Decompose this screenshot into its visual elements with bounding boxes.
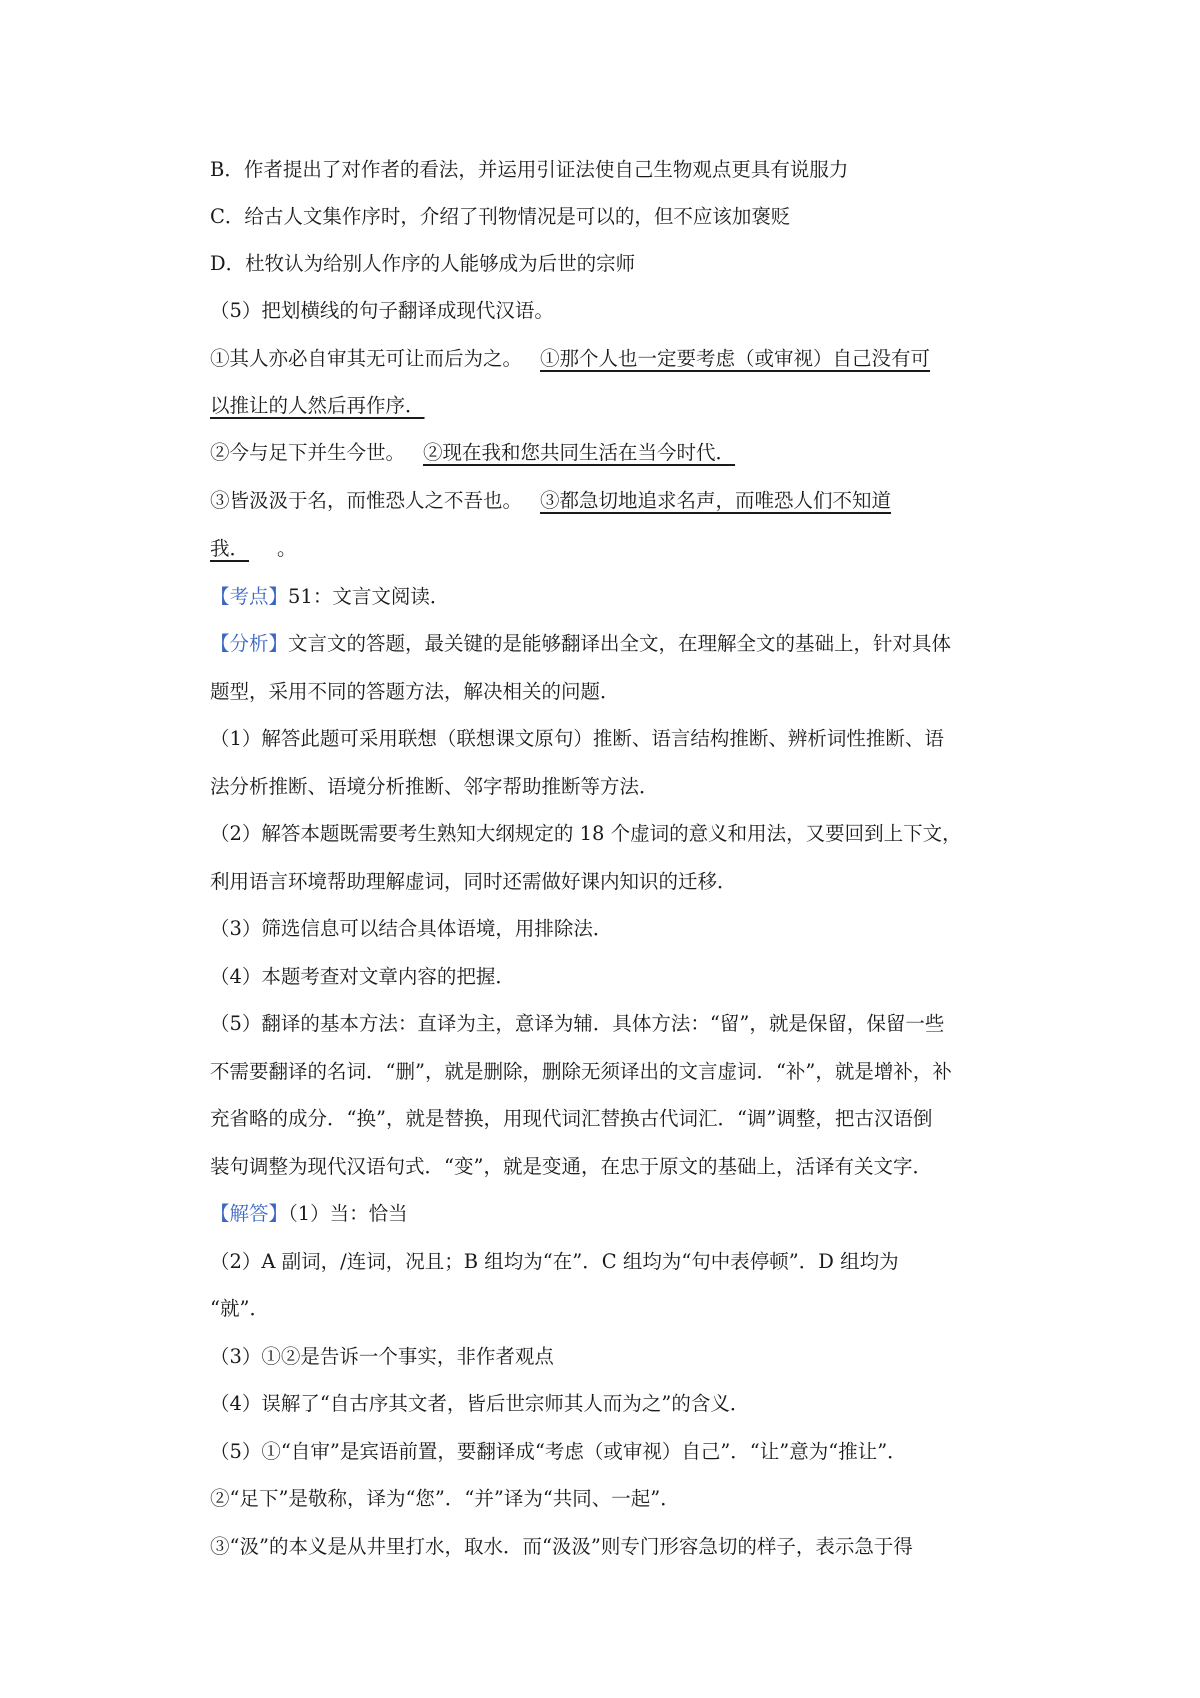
fenxi-text-1: 文言文的答题，最关键的是能够翻译出全文，在理解全文的基础上，针对具体: [288, 632, 952, 655]
q5-s3-answer-b: 我．: [210, 537, 250, 560]
fenxi-p2b: 利用语言环境帮助理解虚词，同时还需做好课内知识的迁移．: [210, 870, 737, 893]
fenxi-line-1: [210, 629, 1030, 659]
fenxi-p5c: 充省略的成分．“换”，就是替换，用现代词汇替换古代词汇．“调”调整，把古汉语倒: [210, 1107, 933, 1130]
q5-sentence-3-cont: [210, 534, 1030, 564]
jieda-a5b: ②“足下”是敬称，译为“您”．“并”译为“共同、一起”．: [210, 1487, 680, 1510]
q5-s2-text: ②今与足下并生今世。: [210, 441, 406, 464]
jieda-a3: （3）①②是告诉一个事实，非作者观点: [210, 1345, 554, 1368]
fenxi-p1a: （1）解答此题可采用联想（联想课文原句）推断、语言结构推断、辨析词性推断、语: [210, 727, 944, 750]
q5-s1-text: ①其人亦必自审其无可让而后为之。: [210, 347, 523, 370]
kaodian-text: 51：文言文阅读．: [288, 585, 450, 608]
fenxi-tag: 【分析】: [210, 632, 289, 655]
jieda-a2b: “就”．: [210, 1297, 269, 1320]
jieda-a2a: （2）A 副词，/连词，况且；B 组均为“在”．C 组均为“句中表停顿”．D 组均为: [210, 1250, 899, 1273]
fenxi-p3: （3）筛选信息可以结合具体语境，用排除法．: [210, 917, 613, 940]
fenxi-p5a: （5）翻译的基本方法：直译为主，意译为辅．具体方法：“留”，就是保留，保留一些: [210, 1012, 945, 1035]
fenxi-p4: （4）本题考查对文章内容的把握．: [210, 965, 515, 988]
fenxi-p1b: 法分析推断、语境分析推断、邻字帮助推断等方法．: [210, 775, 659, 798]
q5-s3-answer-a: ③都急切地追求名声，而唯恐人们不知道: [540, 489, 892, 512]
q5-sentence-2: [210, 438, 1030, 468]
q5-sentence-1: [210, 344, 1030, 374]
q5-s3-text: ③皆汲汲于名，而惟恐人之不吾也。: [210, 489, 523, 512]
fenxi-line-2: 题型，采用不同的答题方法，解决相关的问题．: [210, 680, 620, 703]
fenxi-p5b: 不需要翻译的名词．“删”，就是删除，删除无须译出的文言虚词．“补”，就是增补，补: [210, 1060, 952, 1083]
jieda-a5c: ③“汲”的本义是从井里打水，取水．而“汲汲”则专门形容急切的样子，表示急于得: [210, 1535, 913, 1558]
q5-s2-answer: ②现在我和您共同生活在当今时代．: [423, 441, 736, 464]
fenxi-p5d: 装句调整为现代汉语句式．“变”，就是变通，在忠于原文的基础上，活译有关文字．: [210, 1155, 932, 1178]
q5-s1-answer-b: 以推让的人然后再作序．: [210, 394, 425, 417]
kaodian-tag: 【考点】: [210, 585, 289, 608]
q5-sentence-1-cont: [210, 391, 1030, 421]
fenxi-p2a: （2）解答本题既需要考生熟知大纲规定的 18 个虚词的意义和用法，又要回到上下文，: [210, 822, 962, 845]
q5-prompt: （5）把划横线的句子翻译成现代汉语。: [210, 299, 554, 322]
jieda-a1: （1）当：恰当: [288, 1202, 408, 1225]
kaodian-line: [210, 582, 1030, 612]
option-b: B．作者提出了对作者的看法，并运用引证法使自己生物观点更具有说服力: [210, 158, 849, 181]
q5-s3-end: 。: [277, 537, 297, 560]
jieda-a4: （4）误解了“自古序其文者，皆后世宗师其人而为之”的含义．: [210, 1392, 750, 1415]
jieda-a5a: （5）①“自审”是宾语前置，要翻译成“考虑（或审视）自己”．“让”意为“推让”．: [210, 1440, 907, 1463]
q5-s1-answer-a: ①那个人也一定要考虑（或审视）自己没有可: [540, 347, 931, 370]
q5-sentence-3: [210, 486, 1030, 516]
jieda-line-1: [210, 1199, 1030, 1229]
jieda-tag: 【解答】: [210, 1202, 289, 1225]
option-d: D．杜牧认为给别人作序的人能够成为后世的宗师: [210, 252, 636, 275]
option-c: C．给古人文集作序时，介绍了刊物情况是可以的，但不应该加褒贬: [210, 205, 791, 228]
